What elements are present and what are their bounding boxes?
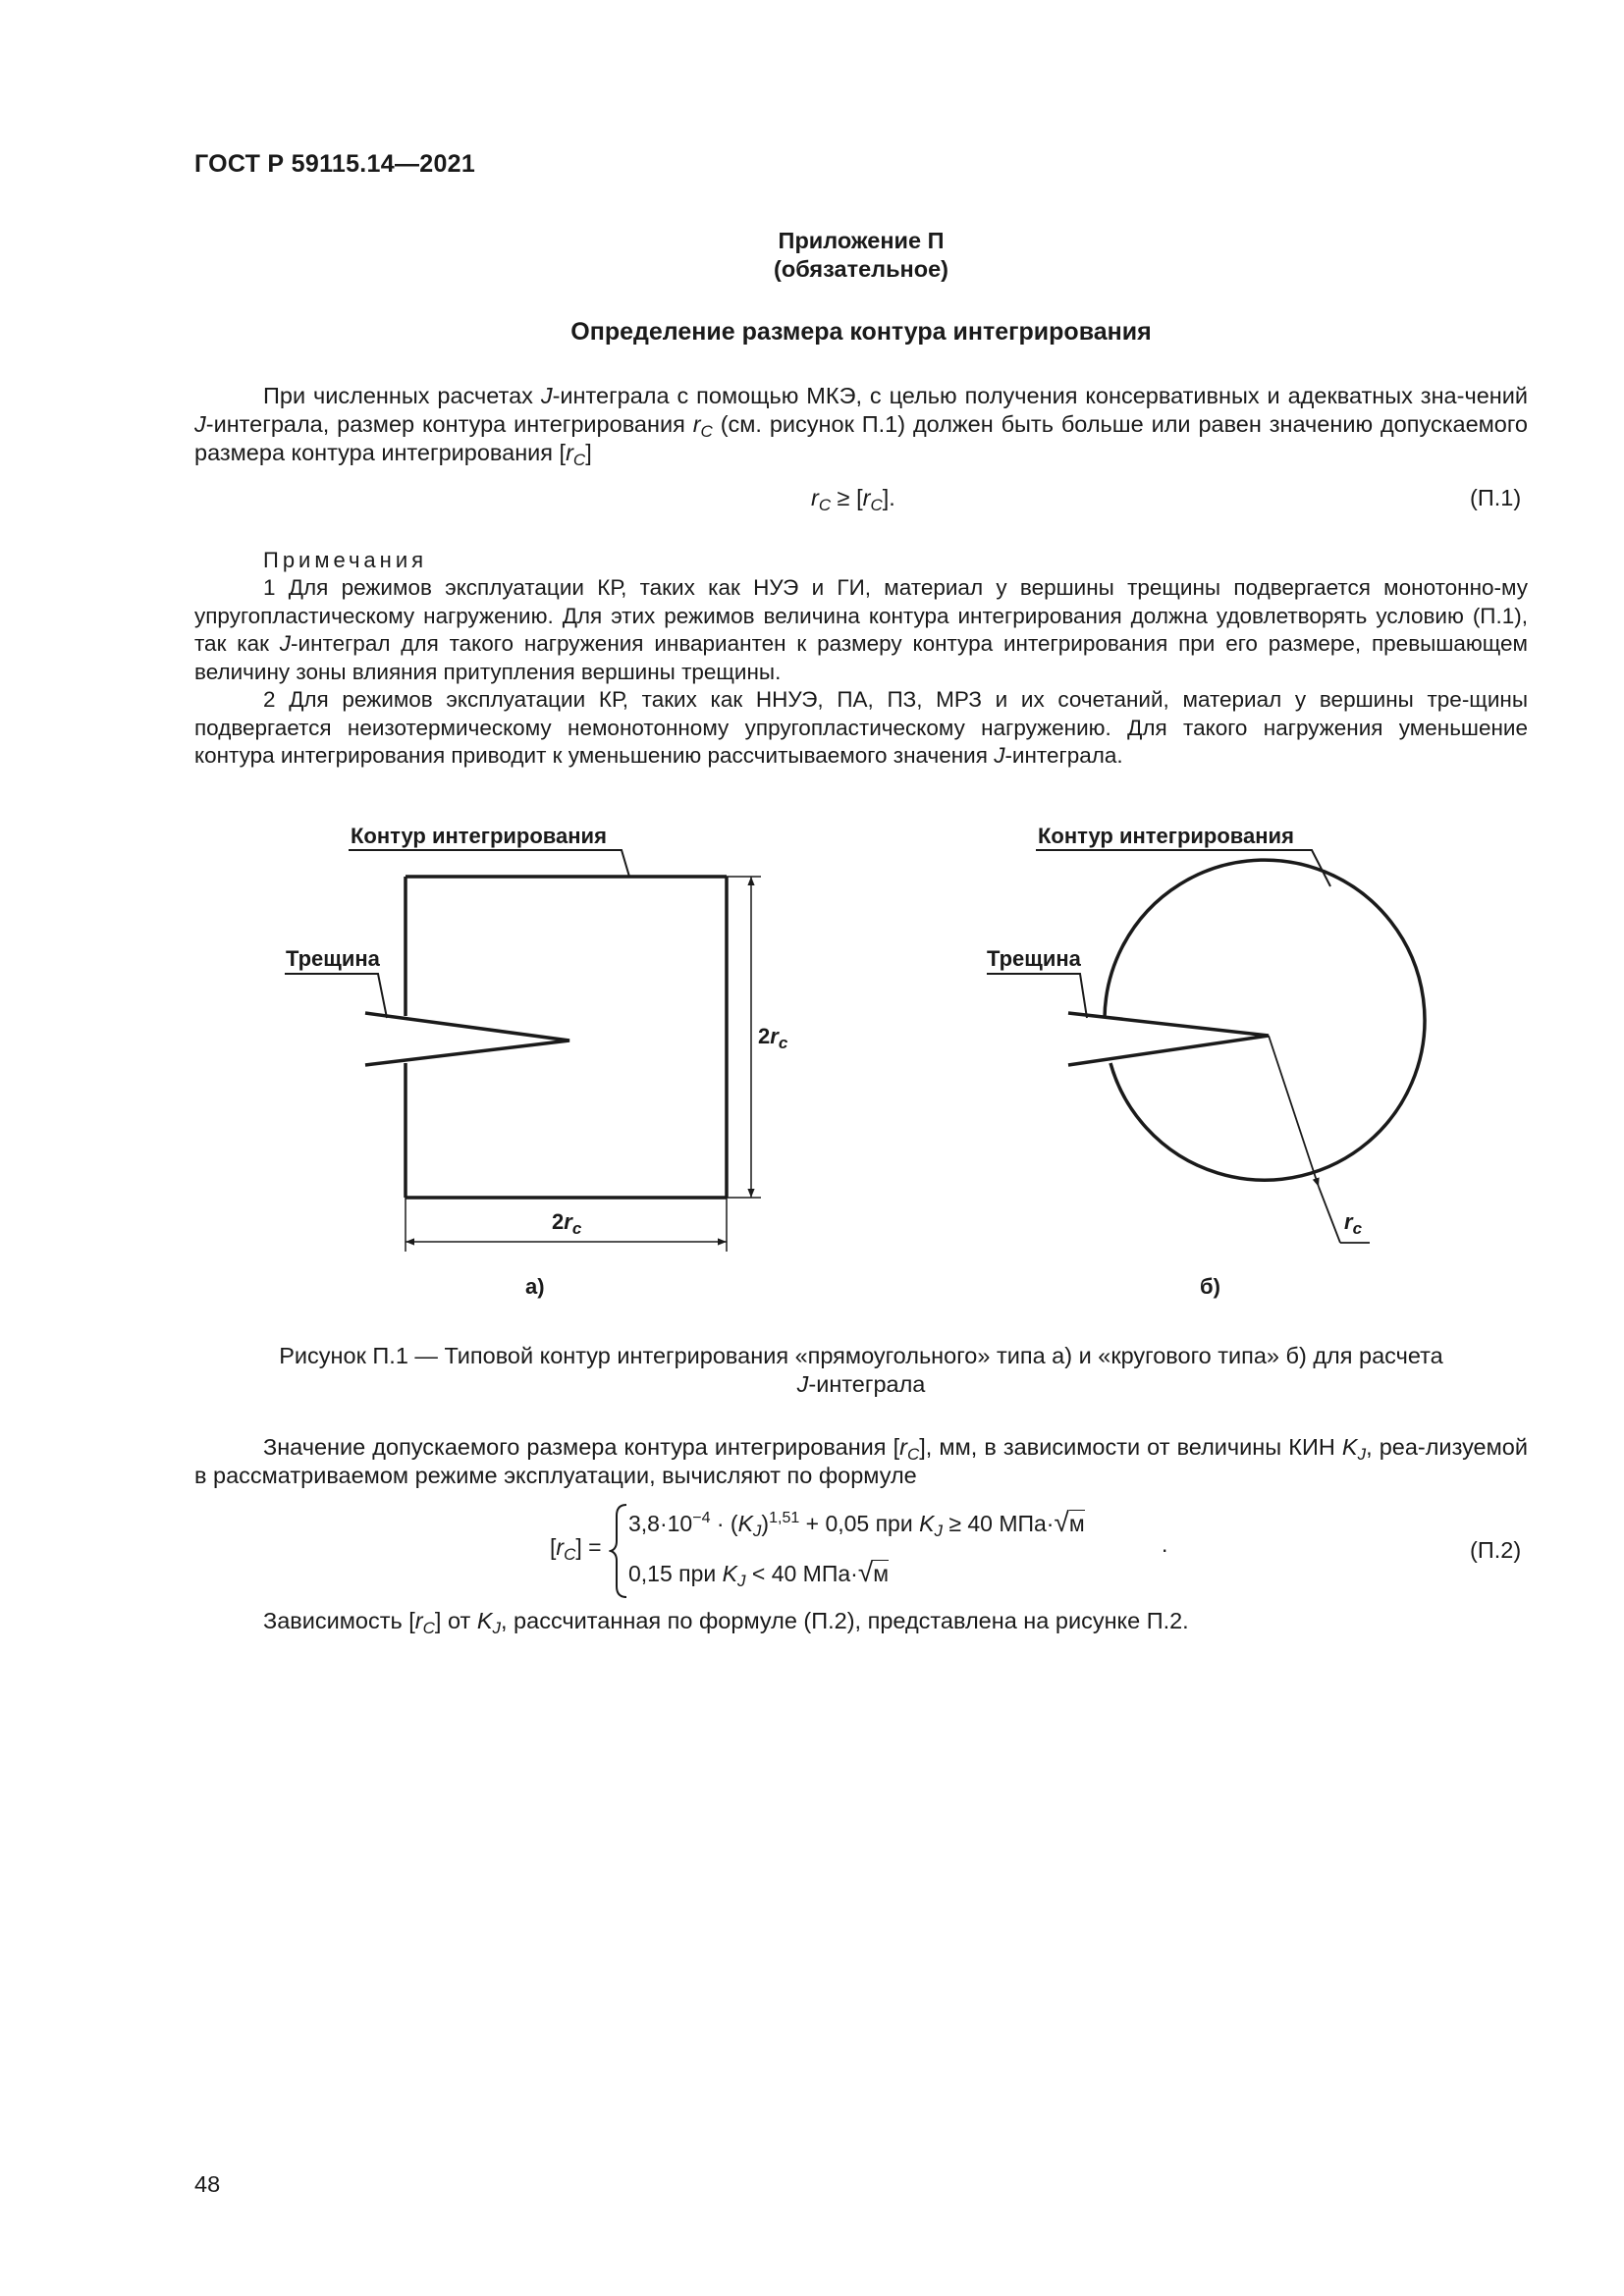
crack-label-leader (285, 974, 387, 1018)
figure-a-width-label: $2r_c$ (552, 1209, 582, 1238)
figure-b-radius-label: $r_c$ (1344, 1209, 1363, 1238)
dependence-sentence: Зависимость $[r_C]$ от $K_J$, рассчитанная по формуле (П.2), представлена на рисунке П.2. (263, 1608, 1189, 1637)
crack-label-leader-b (987, 974, 1087, 1018)
figure-b-circular (987, 850, 1425, 1243)
equation-p2-number: (П.2) (1470, 1537, 1522, 1563)
figure-a-caption: а) (525, 1274, 545, 1299)
figure-a-rectangular (285, 850, 761, 1252)
appendix-status: (обязательное) (774, 256, 948, 282)
equation-p2-line1: $3,8\cdot 10^{-4} \cdot (K_J)^{1,51} + 0,05$ при $K_J \ge 40$ МПа·√м (628, 1507, 1085, 1540)
equation-p1: $r_C \ge [r_C]$. (811, 485, 895, 514)
notes-body: 1 Для режимов эксплуатации КР, таких как НУЭ и ГИ, материал у вершины трещины подвергается монотонно-му упругопластическому нагружению. Для этих режимов величина контура интегрирования должна удовлетворять условию (П.1), так как J-интеграл для такого нагружения инвариантен к размеру контура интегрирования при его размере, превышающем величину зоны влияния притупления вершины трещины. 2 Для режимов эксплуатации КР, таких как ННУЭ, ПА, ПЗ, МРЗ и их сочетаний, материал у вершины тре-щины подвергается неизотермическому немонотонному упругопластическому нагружению. Для такого нагружения уменьшение контура интегрирования приводит к уменьшению рассчитываемого значения J-интеграла. (194, 575, 1528, 768)
notes-heading: Примечания (263, 548, 428, 572)
contour-label-leader (349, 850, 629, 877)
appendix-title: Приложение П (778, 228, 945, 253)
crack-shape (365, 1013, 569, 1065)
section-title: Определение размера контура интегрирования (570, 318, 1152, 346)
figure-a-crack-label: Трещина (286, 946, 380, 971)
figure-b-caption: б) (1200, 1274, 1220, 1299)
intro-paragraph: При численных расчетах J-интеграла с помощью МКЭ, с целью получения консервативных и адекватных зна-чений J-интеграла, размер контура интегрирования $r_C$ (см. рисунок П.1) должен быть больше или равен значению допускаемого размера контура интегрирования $[r_C]$ (194, 383, 1528, 469)
contour-circle (1105, 860, 1425, 1180)
figure-a-height-label: $2r_c$ (758, 1024, 788, 1052)
equation-p1-number: (П.1) (1470, 485, 1522, 510)
figure-b-contour-label: Контур интегрирования (1038, 824, 1294, 848)
figure-caption: Рисунок П.1 — Типовой контур интегрирования «прямоугольного» типа а) и «кругового типа» б) для расчета J-интеграла (279, 1343, 1443, 1397)
equation-p2-period: . (1162, 1531, 1168, 1557)
value-paragraph: Значение допускаемого размера контура интегрирования $[r_C]$, мм, в зависимости от величины КИН $K_J$, реа-лизуемой в рассматриваемом режиме эксплуатации, вычисляют по формуле (194, 1434, 1528, 1488)
radius-arrow (1269, 1036, 1319, 1187)
standard-number: ГОСТ Р 59115.14—2021 (194, 150, 476, 178)
figure-a-contour-label: Контур интегрирования (351, 824, 607, 848)
equation-p2-lhs: $[r_C]$ = (550, 1534, 602, 1564)
equation-brace (609, 1502, 630, 1600)
page-number: 48 (194, 2171, 221, 2197)
figure-b-crack-label: Трещина (987, 946, 1081, 971)
equation-p2-line2: 0,15 при $K_J < 40$ МПа·√м (628, 1557, 889, 1590)
crack-shape-b (1068, 1013, 1269, 1065)
